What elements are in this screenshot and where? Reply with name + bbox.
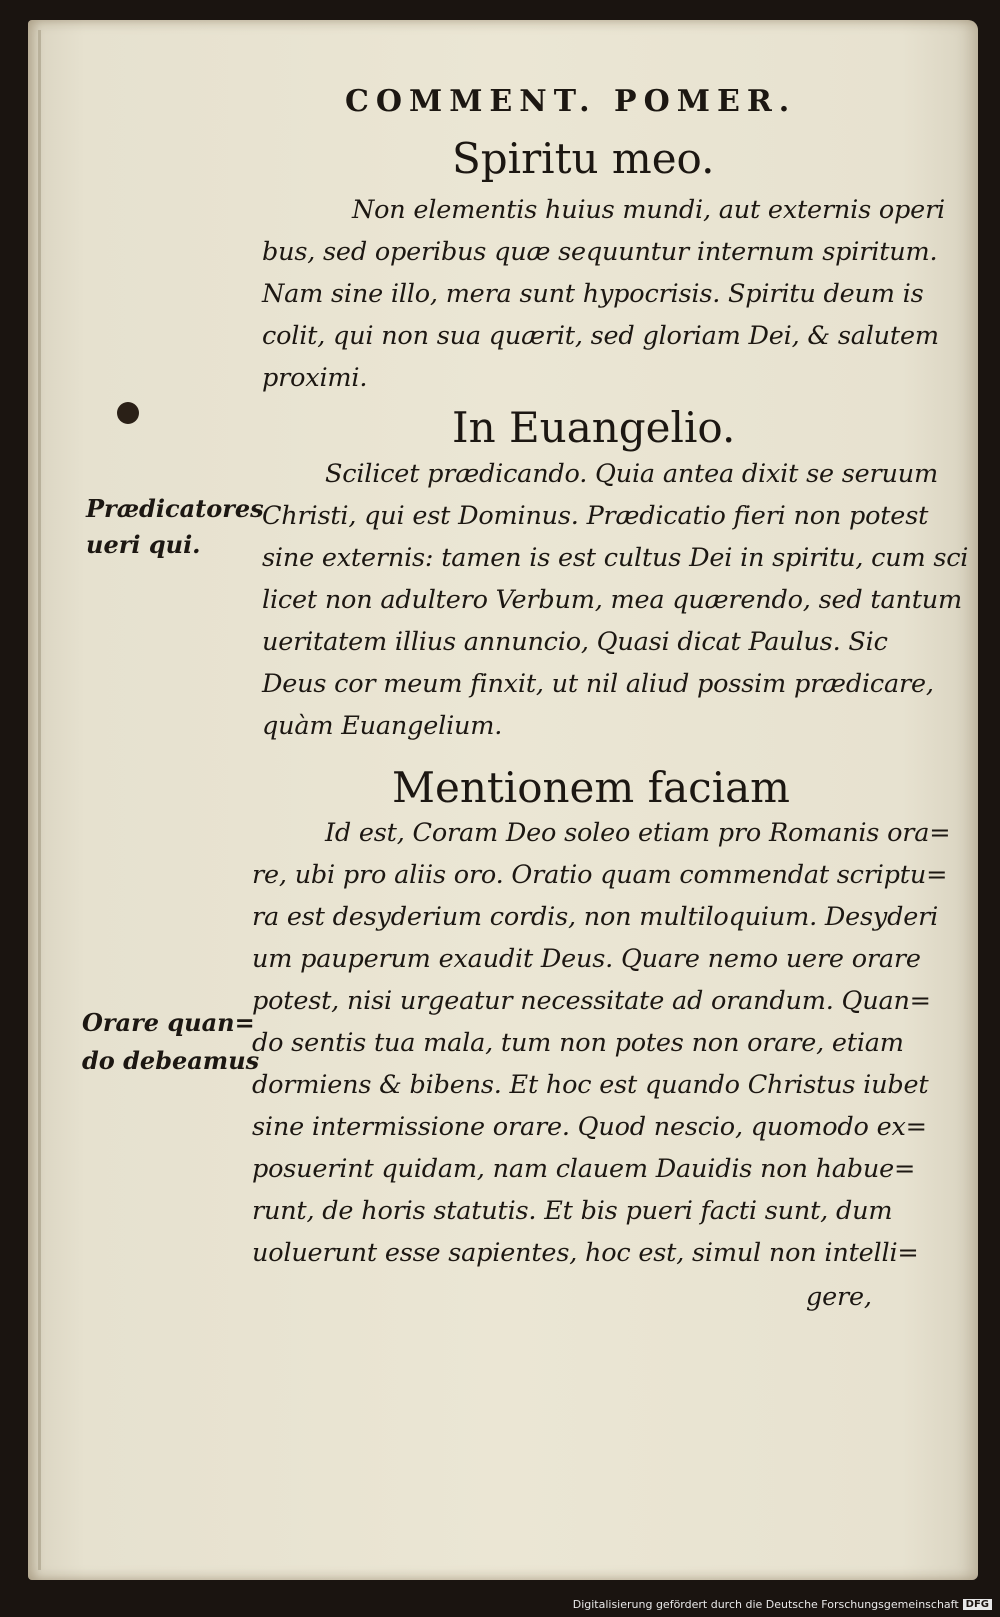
heading-mentionem: Mentionem faciam <box>392 763 790 812</box>
text-line: Scilicet prædicando. Quia antea dixit se seruum <box>325 459 938 489</box>
text-line: um pauperum exaudit Deus. Quare nemo uere orare <box>252 944 921 974</box>
heading-euangelio: In Euangelio. <box>452 403 736 452</box>
text-line: Deus cor meum finxit, ut nil aliud possim prædicare, <box>262 669 934 699</box>
margin-note: Orare quan= <box>82 1008 255 1037</box>
text-line: runt, de horis statutis. Et bis pueri facti sunt, dum <box>252 1196 893 1226</box>
text-line: re, ubi pro aliis oro. Oratio quam commendat scriptu= <box>252 860 948 890</box>
dfg-logo: DFG <box>963 1599 992 1610</box>
text-line: Non elementis huius mundi, aut externis operi <box>352 195 946 225</box>
text-line: Id est, Coram Deo soleo etiam pro Romanis ora= <box>325 818 951 848</box>
text-line: sine intermissione orare. Quod nescio, quomodo ex= <box>252 1112 927 1142</box>
text-line: ueritatem illius annuncio, Quasi dicat Paulus. Sic <box>262 627 888 657</box>
page-edge <box>38 30 41 1570</box>
running-head: COMMENT. POMER. <box>345 84 797 119</box>
text-line: potest, nisi urgeatur necessitate ad orandum. Quan= <box>252 986 931 1016</box>
catchword: gere, <box>806 1282 872 1312</box>
footer-text: Digitalisierung gefördert durch die Deutsche Forschungsgemeinschaft <box>572 1598 959 1611</box>
text-line: do sentis tua mala, tum non potes non orare, etiam <box>252 1028 904 1058</box>
margin-note: Prædicatores <box>86 494 264 523</box>
text-line: colit, qui non sua quærit, sed gloriam Dei, & salutem <box>262 321 939 351</box>
margin-note: ueri qui. <box>86 530 201 559</box>
heading-spiritu: Spiritu meo. <box>452 134 715 183</box>
text-line: uoluerunt esse sapientes, hoc est, simul non intelli= <box>252 1238 919 1268</box>
text-line: proximi. <box>262 363 368 393</box>
footer-credit <box>573 1598 992 1611</box>
text-line: Christi, qui est Dominus. Prædicatio fieri non potest <box>262 501 929 531</box>
text-line: bus, sed operibus quæ sequuntur internum spiritum. <box>262 237 938 267</box>
text-line: Nam sine illo, mera sunt hypocrisis. Spiritu deum is <box>262 279 924 309</box>
text-line: posuerint quidam, nam clauem Dauidis non habue= <box>252 1154 916 1184</box>
text-line: dormiens & bibens. Et hoc est quando Christus iubet <box>252 1070 929 1100</box>
ink-blot <box>117 402 139 424</box>
text-line: sine externis: tamen is est cultus Dei in spiritu, cum sci <box>262 543 969 573</box>
margin-note: do debeamus <box>82 1046 260 1075</box>
text-line: licet non adultero Verbum, mea quærendo, sed tantum <box>262 585 962 615</box>
text-line: quàm Euangelium. <box>262 711 503 741</box>
text-line: ra est desyderium cordis, non multiloquium. Desyderi <box>252 902 939 932</box>
